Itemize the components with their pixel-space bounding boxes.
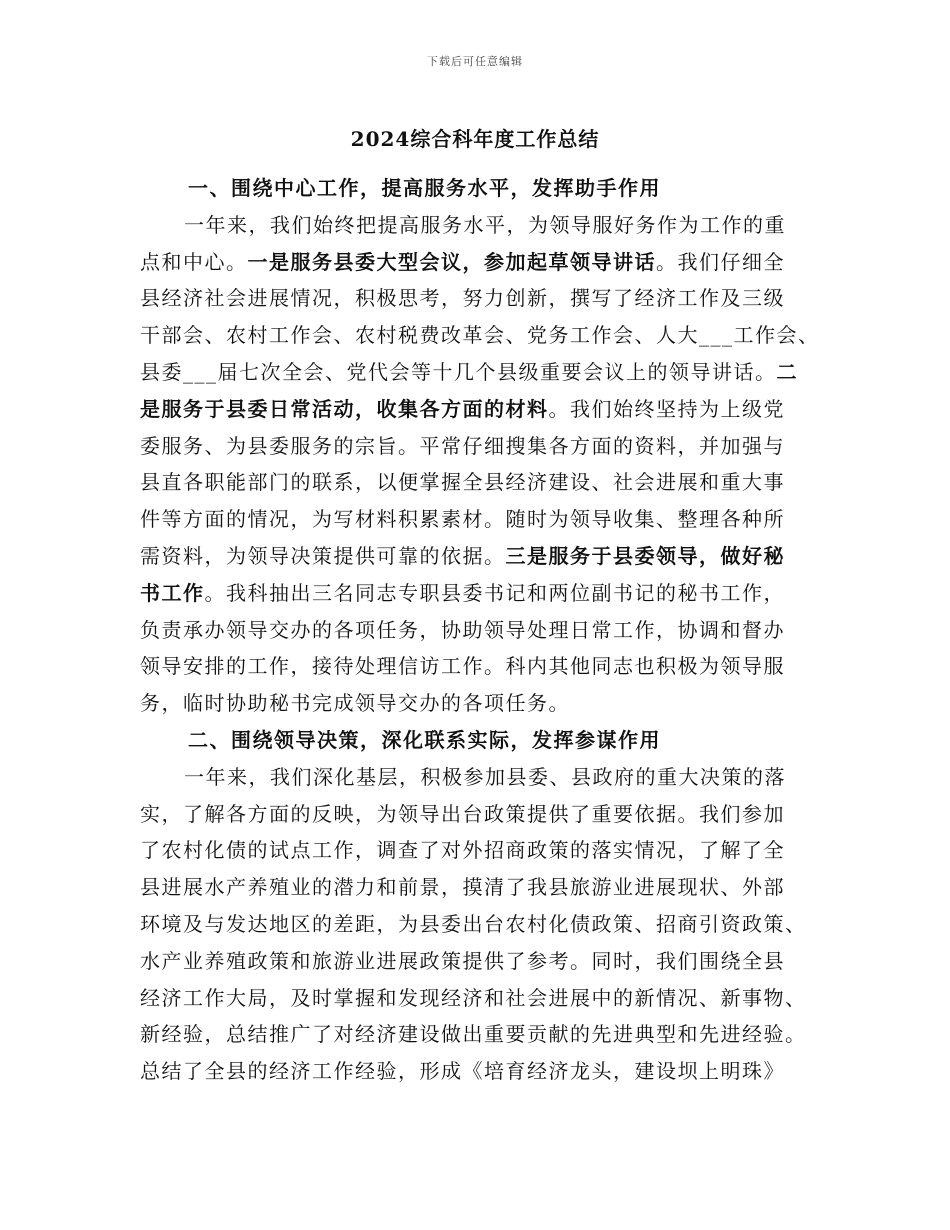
text-run: 需资料，为领导决策提供可靠的依据。 bbox=[140, 543, 506, 568]
section-heading: 二、围绕领导决策，深化联系实际，发挥参谋作用 bbox=[188, 727, 661, 752]
text-run: 点和中心。 bbox=[140, 249, 248, 274]
paragraph-line bbox=[140, 280, 830, 317]
paragraph-line bbox=[140, 501, 830, 538]
paragraph-line bbox=[140, 207, 830, 244]
bold-phrase: 二 bbox=[776, 359, 798, 384]
paragraph-line bbox=[140, 796, 830, 833]
paragraph-line bbox=[140, 538, 830, 575]
text-run: 干部会、农村工作会、农村税费改革会、党务工作会、人大___工作会、 bbox=[140, 323, 820, 348]
text-run: 一年来，我们始终把提高服务水平，为领导服好务作为工作的重 bbox=[184, 212, 786, 237]
paragraph-line bbox=[140, 1016, 830, 1053]
text-run: 环境及与发达地区的差距，为县委出台农村化债政策、招商引资政策、 bbox=[140, 911, 807, 936]
paragraph-line bbox=[140, 354, 830, 391]
text-run: 县经济社会进展情况，积极思考，努力创新，撰写了经济工作及三级 bbox=[140, 286, 785, 311]
text-run: 县进展水产养殖业的潜力和前景，摸清了我县旅游业进展现状、外部 bbox=[140, 875, 785, 900]
text-run: 经济工作大局，及时掌握和发现经济和社会进展中的新情况、新事物、 bbox=[140, 985, 807, 1010]
text-run: 总结了全县的经济工作经验，形成《培育经济龙头，建设坝上明珠》 bbox=[140, 1059, 785, 1084]
paragraph-line bbox=[140, 391, 830, 428]
paragraph-line bbox=[140, 832, 830, 869]
bold-phrase: 一是服务县委大型会议，参加起草领导讲话 bbox=[247, 249, 656, 274]
text-run: 县直各职能部门的联系，以便掌握全县经济建设、社会进展和重大事 bbox=[140, 470, 785, 495]
paragraph-line bbox=[140, 612, 830, 649]
paragraph-line bbox=[140, 980, 830, 1017]
text-run: 领导安排的工作，接待处理信访工作。科内其他同志也积极为领导服 bbox=[140, 654, 785, 679]
paragraph-line bbox=[140, 575, 830, 612]
text-run: 。我科抽出三名同志专职县委书记和两位副书记的秘书工作， bbox=[204, 580, 785, 605]
text-run: 。我们始终坚持为上级党 bbox=[548, 396, 785, 421]
paragraph-line bbox=[140, 648, 830, 685]
document-body bbox=[140, 170, 830, 1090]
text-run: 负责承办领导交办的各项任务，协助领导处理日常工作，协调和督办 bbox=[140, 617, 785, 642]
bold-phrase: 三是服务于县委领导，做好秘 bbox=[505, 543, 785, 568]
paragraph-line bbox=[140, 759, 830, 796]
text-run: 水产业养殖政策和旅游业进展政策提供了参考。同时，我们围绕全县 bbox=[140, 948, 785, 973]
page-header: 下载后可任意编辑 bbox=[427, 55, 523, 68]
text-run: 新经验，总结推广了对经济建设做出重要贡献的先进典型和先进经验。 bbox=[140, 1022, 807, 1047]
text-run: 。我们仔细全 bbox=[656, 249, 785, 274]
paragraph-line bbox=[140, 1053, 830, 1090]
text-run: 件等方面的情况，为写材料积累素材。随时为领导收集、整理各种所 bbox=[140, 507, 785, 532]
text-run: 了农村化债的试点工作，调查了对外招商政策的落实情况，了解了全 bbox=[140, 838, 785, 863]
paragraph-line bbox=[140, 464, 830, 501]
text-run: 一年来，我们深化基层，积极参加县委、县政府的重大决策的落 bbox=[184, 764, 786, 789]
bold-phrase: 书工作 bbox=[140, 580, 205, 605]
paragraph-line bbox=[140, 244, 830, 281]
text-run: 务，临时协助秘书完成领导交办的各项任务。 bbox=[140, 691, 570, 716]
document-title: 2024综合科年度工作总结 bbox=[350, 127, 600, 151]
paragraph-line bbox=[140, 906, 830, 943]
paragraph-line bbox=[140, 685, 830, 722]
text-run: 委服务、为县委服务的宗旨。平常仔细搜集各方面的资料，并加强与 bbox=[140, 433, 785, 458]
text-run: 实，了解各方面的反映，为领导出台政策提供了重要依据。我们参加 bbox=[140, 801, 785, 826]
section-heading: 一、围绕中心工作，提高服务水平，发挥助手作用 bbox=[188, 176, 661, 200]
paragraph-line bbox=[140, 317, 830, 354]
text-run: 县委___届七次全会、党代会等十几个县级重要会议上的领导讲话。 bbox=[140, 359, 777, 384]
bold-phrase: 是服务于县委日常活动，收集各方面的材料 bbox=[140, 396, 549, 421]
paragraph-line bbox=[140, 428, 830, 465]
paragraph-line bbox=[140, 943, 830, 980]
paragraph-line bbox=[140, 869, 830, 906]
